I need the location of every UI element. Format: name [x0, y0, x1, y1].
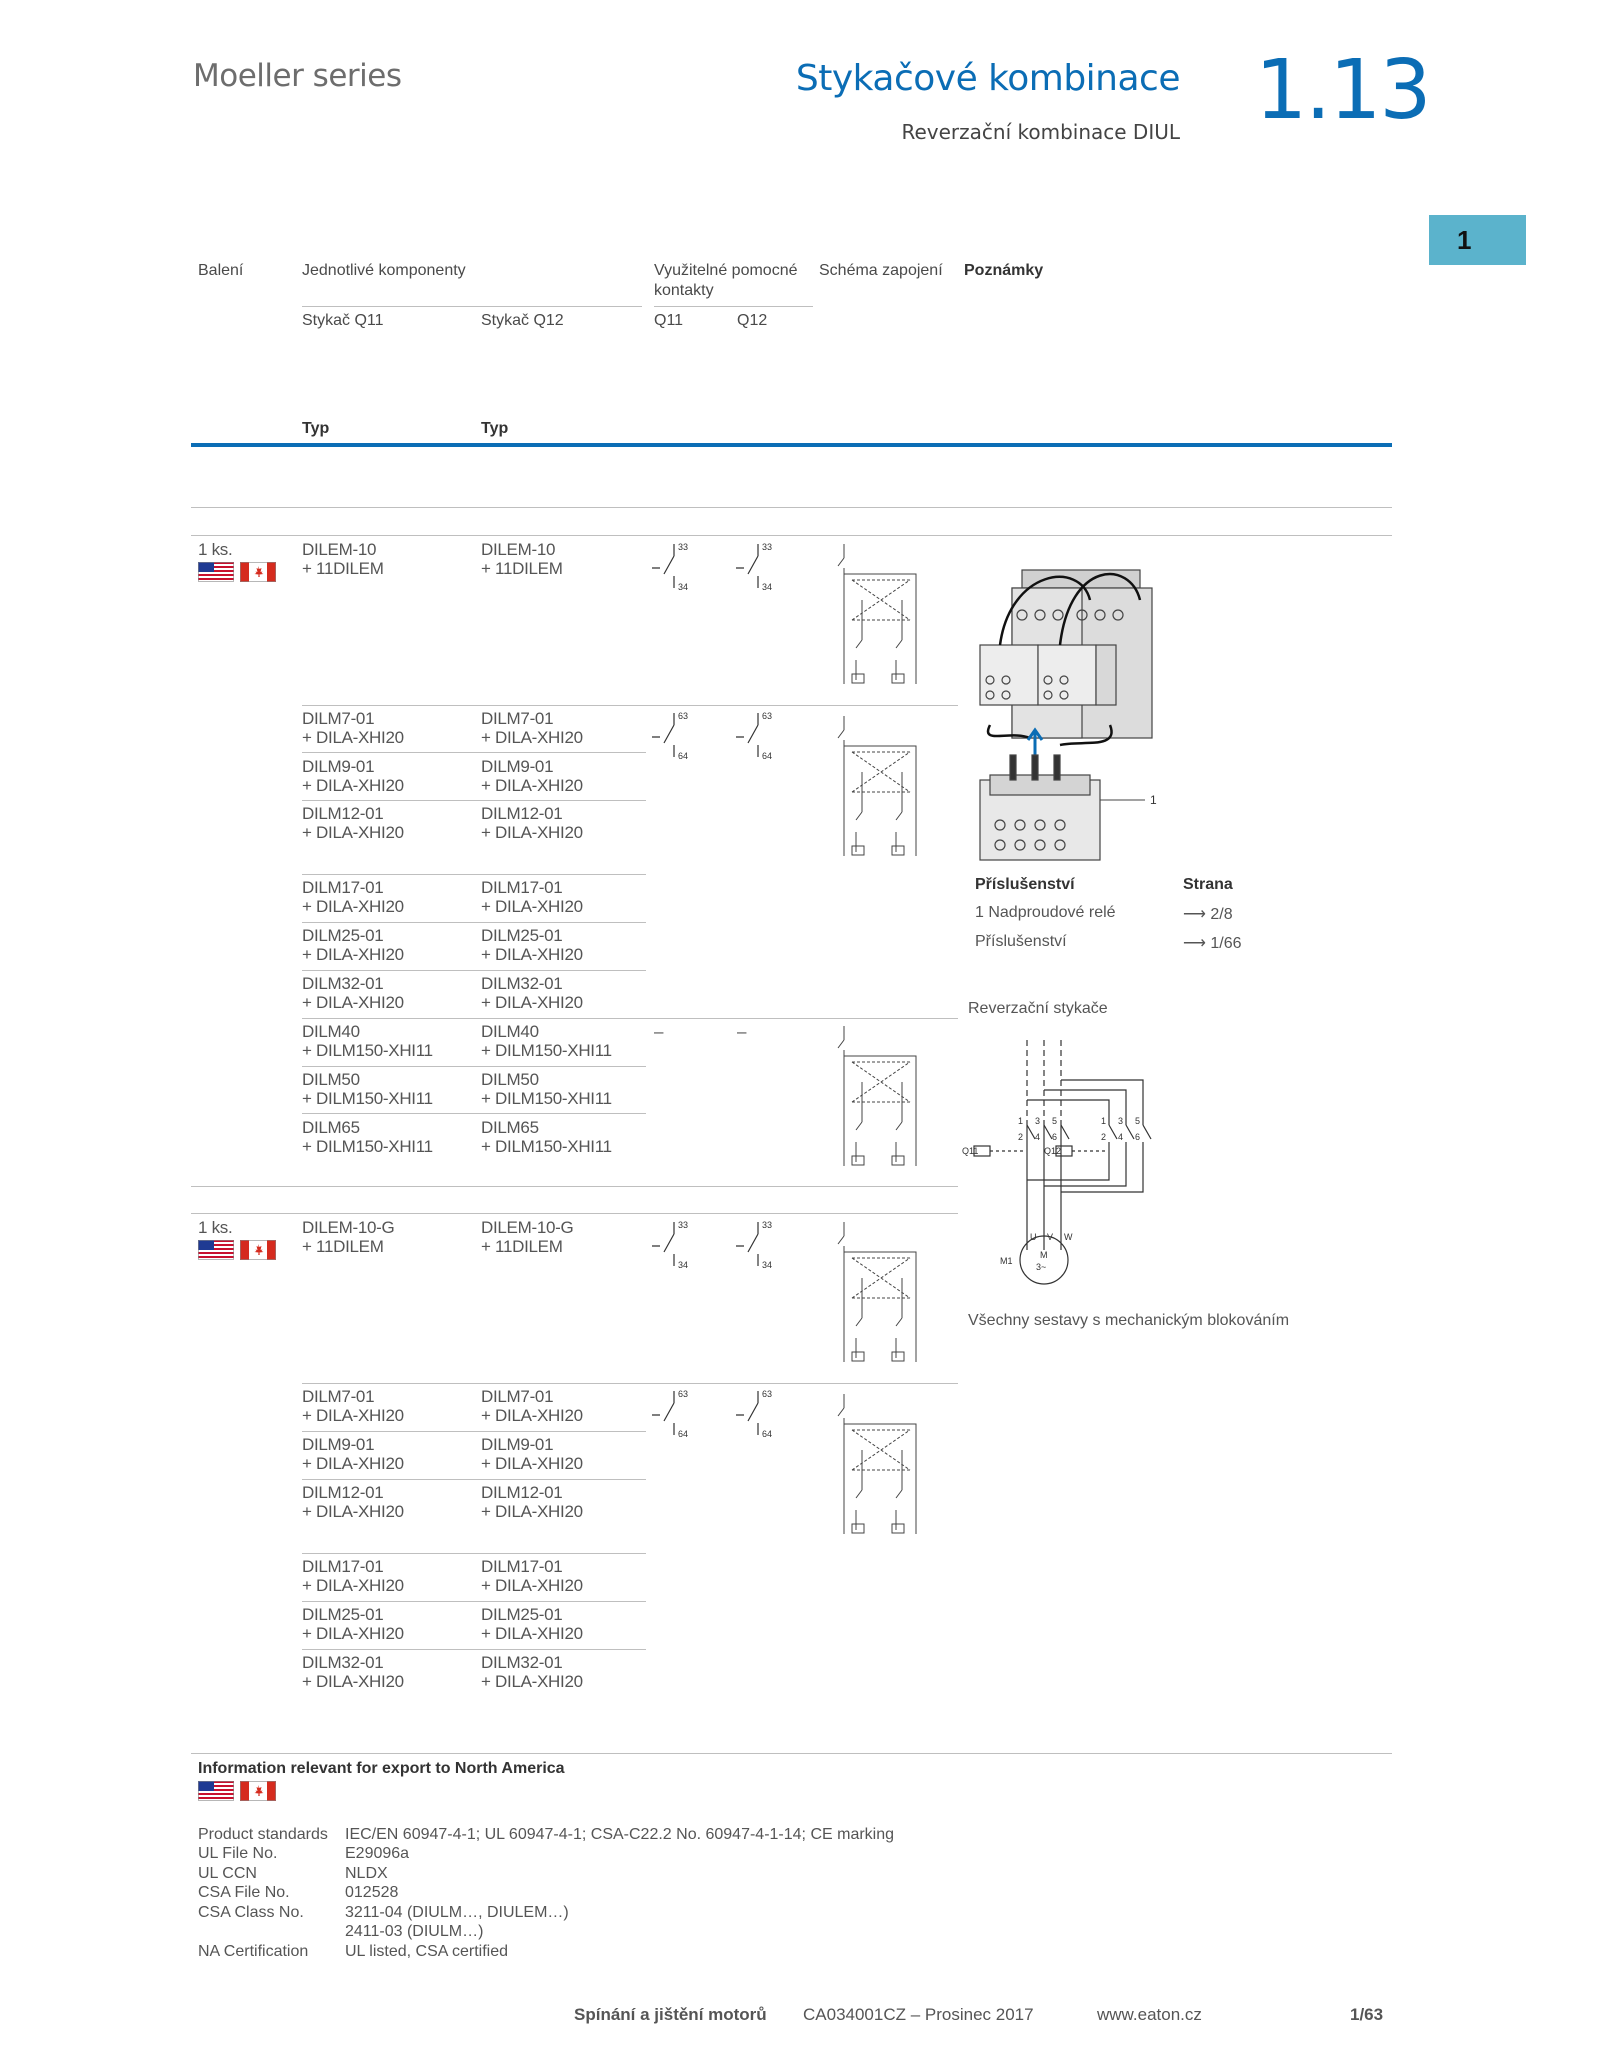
page-title: Stykačové kombinace — [795, 58, 1180, 99]
svg-text:33: 33 — [678, 542, 689, 552]
na-value: 3211-04 (DIULM…, DIULEM…) — [345, 1904, 569, 1921]
q11-type: DILEM-10-G + 11DILEM — [302, 1218, 395, 1256]
interlock-note: Všechny sestavy s mechanickým blokováním — [968, 1312, 1290, 1329]
q11-type: DILM7-01 + DILA-XHI20 — [302, 1387, 404, 1425]
svg-text:1: 1 — [1018, 1116, 1024, 1126]
q11-type: DILM12-01 + DILA-XHI20 — [302, 1483, 404, 1521]
aux-contact-symbols — [650, 540, 830, 600]
svg-text:V: V — [1047, 1232, 1054, 1242]
svg-text:63: 63 — [762, 1389, 773, 1399]
header-rule — [191, 443, 1392, 447]
arrow-right-icon: ⟶ — [1183, 935, 1206, 952]
svg-text:64: 64 — [762, 751, 773, 761]
col-header-pomocne-2: kontakty — [654, 282, 714, 299]
footer-doc: CA034001CZ – Prosinec 2017 — [803, 2005, 1034, 2024]
svg-text:63: 63 — [762, 711, 773, 721]
q12-type: DILM17-01 + DILA-XHI20 — [481, 1557, 583, 1595]
qty-group-2: 1 ks. — [198, 1218, 233, 1237]
q12-type: DILM32-01 + DILA-XHI20 — [481, 1653, 583, 1691]
q11-type: DILEM-10 + 11DILEM — [302, 540, 384, 578]
wiring-schematic — [822, 1390, 922, 1550]
q12-type: DILM50 + DILM150-XHI11 — [481, 1070, 612, 1108]
q11-type: DILM9-01 + DILA-XHI20 — [302, 757, 404, 795]
na-label: NA Certification — [198, 1943, 309, 1960]
svg-text:Q11: Q11 — [962, 1146, 979, 1156]
na-label: CSA Class No. — [198, 1904, 304, 1921]
subheader-aux-q12: Q12 — [737, 312, 768, 329]
na-value: UL listed, CSA certified — [345, 1943, 509, 1960]
q12-type: DILM65 + DILM150-XHI11 — [481, 1118, 612, 1156]
na-label: UL CCN — [198, 1865, 257, 1882]
svg-text:33: 33 — [762, 1220, 773, 1230]
na-value: 2411-03 (DIULM…) — [345, 1923, 484, 1940]
us-flag-icon — [198, 562, 234, 582]
svg-text:Q12: Q12 — [1044, 1146, 1062, 1156]
col-header-baleni: Balení — [198, 262, 244, 279]
us-flag-icon — [198, 1240, 234, 1260]
subheader-q11: Stykač Q11 — [302, 312, 384, 329]
svg-text:64: 64 — [678, 1429, 689, 1439]
na-title: Information relevant for export to North America — [198, 1760, 565, 1777]
na-value: NLDX — [345, 1865, 388, 1882]
canada-flag-icon — [240, 1781, 276, 1801]
q12-type: DILM32-01 + DILA-XHI20 — [481, 974, 583, 1012]
q12-type: DILM40 + DILM150-XHI11 — [481, 1022, 612, 1060]
q11-type: DILM32-01 + DILA-XHI20 — [302, 974, 404, 1012]
canada-flag-icon — [240, 562, 276, 582]
aux-contact-symbols — [650, 1218, 830, 1278]
subheader-q12: Stykač Q12 — [481, 312, 564, 329]
q11-type: DILM65 + DILM150-XHI11 — [302, 1118, 433, 1156]
svg-text:6: 6 — [1052, 1132, 1058, 1142]
col-header-schema: Schéma zapojení — [819, 262, 943, 279]
svg-text:2: 2 — [1101, 1132, 1107, 1142]
series-name: Moeller series — [193, 58, 402, 94]
na-label: UL File No. — [198, 1845, 278, 1862]
svg-text:33: 33 — [762, 542, 773, 552]
svg-text:33: 33 — [678, 1220, 689, 1230]
svg-text:63: 63 — [678, 711, 689, 721]
q12-type: DILM7-01 + DILA-XHI20 — [481, 1387, 583, 1425]
svg-text:U: U — [1030, 1232, 1037, 1242]
q12-type: DILM25-01 + DILA-XHI20 — [481, 926, 583, 964]
accessory-item: Příslušenství — [975, 933, 1067, 950]
col-header-komponenty: Jednotlivé komponenty — [302, 262, 466, 279]
accessory-item: 1 Nadproudové relé — [975, 904, 1116, 921]
q11-type: DILM40 + DILM150-XHI11 — [302, 1022, 433, 1060]
qty-group-1: 1 ks. — [198, 540, 233, 559]
type-header-q11: Typ — [302, 420, 330, 437]
q12-type: DILEM-10 + 11DILEM — [481, 540, 563, 578]
page-subtitle: Reverzační kombinace DIUL — [901, 120, 1180, 144]
aux-dash-q11: – — [654, 1022, 664, 1041]
q12-type: DILM7-01 + DILA-XHI20 — [481, 709, 583, 747]
q11-type: DILM17-01 + DILA-XHI20 — [302, 1557, 404, 1595]
reverse-circuit-diagram — [962, 1030, 1182, 1290]
svg-text:5: 5 — [1135, 1116, 1141, 1126]
svg-text:4: 4 — [1118, 1132, 1124, 1142]
q11-type: DILM12-01 + DILA-XHI20 — [302, 804, 404, 842]
q12-type: DILM12-01 + DILA-XHI20 — [481, 804, 583, 842]
svg-text:1: 1 — [1101, 1116, 1107, 1126]
callout-number: 1 — [1150, 793, 1157, 807]
type-header-q12: Typ — [481, 420, 509, 437]
col-header-poznamky: Poznámky — [964, 262, 1044, 279]
subheader-aux-q11: Q11 — [654, 312, 684, 329]
svg-text:2: 2 — [1018, 1132, 1024, 1142]
svg-text:5: 5 — [1052, 1116, 1058, 1126]
q12-type: DILM25-01 + DILA-XHI20 — [481, 1605, 583, 1643]
svg-text:34: 34 — [678, 1260, 689, 1270]
na-value: E29096a — [345, 1845, 410, 1862]
footer-page: 1/63 — [1350, 2005, 1384, 2024]
contactor-combination-illustration — [970, 550, 1190, 870]
svg-text:3: 3 — [1118, 1116, 1124, 1126]
wiring-schematic — [822, 1218, 922, 1378]
us-flag-icon — [198, 1781, 234, 1801]
canada-flag-icon — [240, 1240, 276, 1260]
na-value: IEC/EN 60947-4-1; UL 60947-4-1; CSA-C22.2 No. 60947-4-1-14; CE marking — [345, 1826, 895, 1843]
q11-type: DILM25-01 + DILA-XHI20 — [302, 926, 404, 964]
wiring-schematic — [822, 712, 922, 872]
q11-type: DILM17-01 + DILA-XHI20 — [302, 878, 404, 916]
accessory-page-link[interactable]: ⟶ 1/66 — [1183, 935, 1242, 952]
na-value: 012528 — [345, 1884, 399, 1901]
q11-type: DILM32-01 + DILA-XHI20 — [302, 1653, 404, 1691]
svg-text:M1: M1 — [1000, 1256, 1013, 1266]
chapter-tab-label: 1 — [1457, 225, 1472, 255]
aux-dash-q12: – — [737, 1022, 747, 1041]
footer-section: Spínání a jištění motorů — [574, 2005, 767, 2024]
q12-type: DILM17-01 + DILA-XHI20 — [481, 878, 583, 916]
svg-text:3: 3 — [1035, 1116, 1041, 1126]
na-label: Product standards — [198, 1826, 328, 1843]
arrow-right-icon: ⟶ — [1183, 906, 1206, 923]
svg-text:W: W — [1064, 1232, 1073, 1242]
na-label: CSA File No. — [198, 1884, 290, 1901]
q11-type: DILM9-01 + DILA-XHI20 — [302, 1435, 404, 1473]
svg-text:34: 34 — [762, 582, 773, 592]
svg-text:34: 34 — [678, 582, 689, 592]
accessories-header: Příslušenství — [975, 876, 1075, 893]
footer-url[interactable]: www.eaton.cz — [1097, 2005, 1202, 2024]
q12-type: DILM12-01 + DILA-XHI20 — [481, 1483, 583, 1521]
svg-text:4: 4 — [1035, 1132, 1041, 1142]
q11-type: DILM25-01 + DILA-XHI20 — [302, 1605, 404, 1643]
reverse-contactors-title: Reverzační stykače — [968, 1000, 1108, 1017]
wiring-schematic — [822, 1022, 922, 1182]
q12-type: DILM9-01 + DILA-XHI20 — [481, 1435, 583, 1473]
svg-text:6: 6 — [1135, 1132, 1141, 1142]
svg-text:34: 34 — [762, 1260, 773, 1270]
accessory-page-link[interactable]: ⟶ 2/8 — [1183, 906, 1233, 923]
q11-type: DILM50 + DILM150-XHI11 — [302, 1070, 433, 1108]
chapter-tab[interactable] — [1429, 215, 1526, 265]
aux-contact-symbols — [650, 709, 830, 769]
q11-type: DILM7-01 + DILA-XHI20 — [302, 709, 404, 747]
page-header: Strana — [1183, 876, 1233, 893]
aux-contact-symbols — [650, 1387, 830, 1447]
col-header-pomocne: Využitelné pomocné — [654, 262, 798, 279]
q12-type: DILEM-10-G + 11DILEM — [481, 1218, 574, 1256]
section-number: 1.13 — [1255, 43, 1430, 138]
svg-text:3~: 3~ — [1036, 1262, 1047, 1272]
svg-text:64: 64 — [762, 1429, 773, 1439]
svg-text:63: 63 — [678, 1389, 689, 1399]
q12-type: DILM9-01 + DILA-XHI20 — [481, 757, 583, 795]
svg-text:M: M — [1040, 1250, 1048, 1260]
svg-text:64: 64 — [678, 751, 689, 761]
wiring-schematic — [822, 540, 922, 700]
